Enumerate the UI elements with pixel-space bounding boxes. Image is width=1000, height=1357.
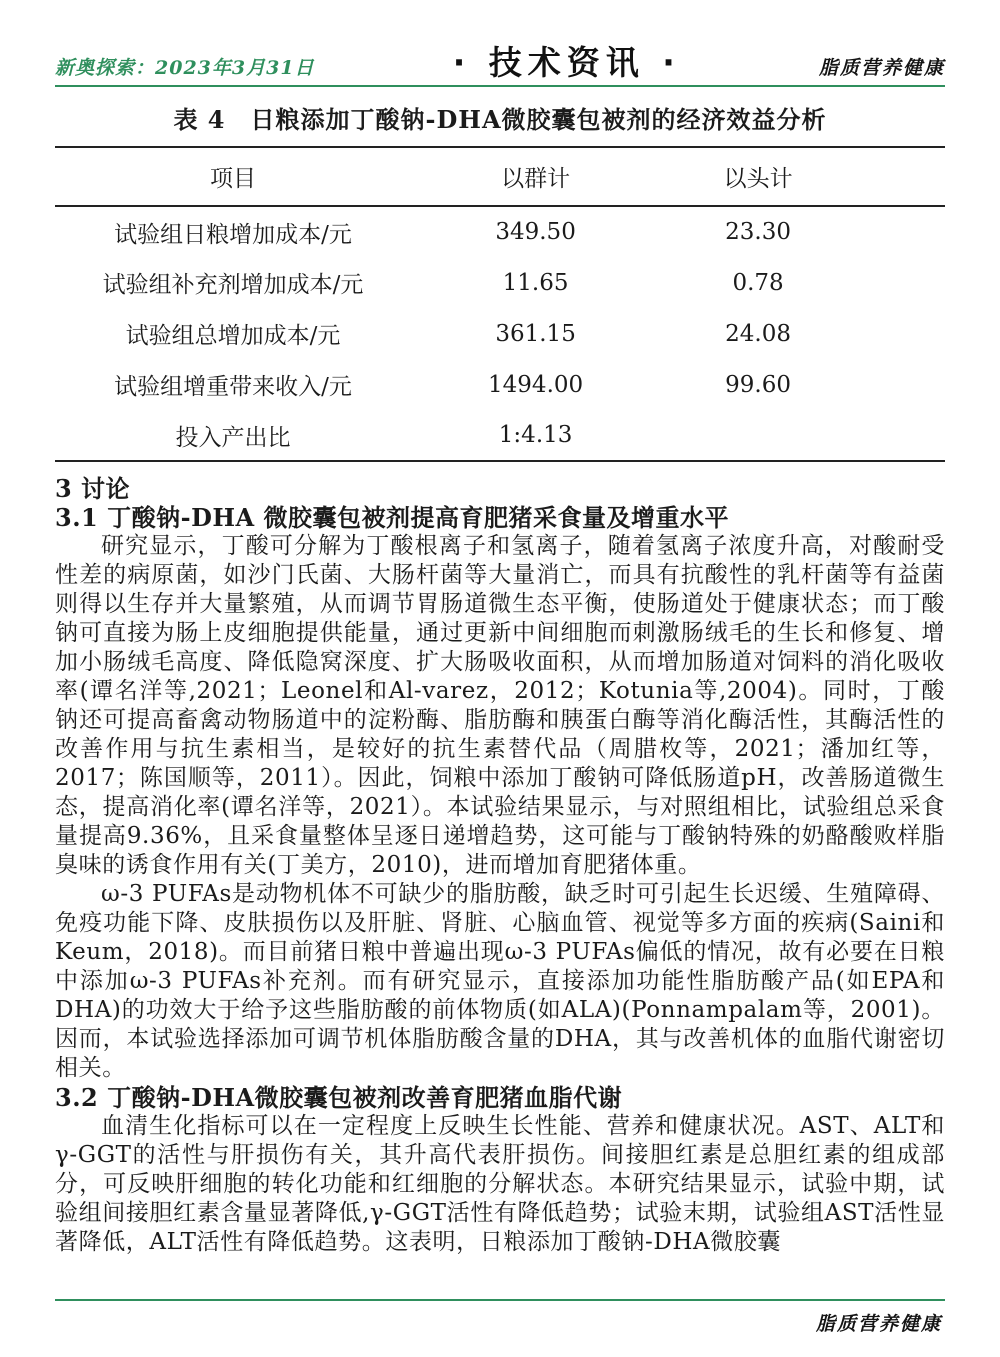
table-caption: 表 4 日粮添加丁酸钠-DHA微胶囊包被剂的经济效益分析 [173,105,827,134]
column-header-item: 项目 [210,166,256,192]
page-header [55,0,945,80]
row-head-value: 99.60 [725,371,792,398]
footer-rule [55,1299,945,1301]
row-head-value: 0.78 [732,269,784,296]
subsection-heading-3-1: 3.1 丁酸钠-DHA 微胶囊包被剂提高育肥猪采食量及增重水平 [55,503,730,532]
row-head-value [660,410,856,461]
header-rule [55,85,945,87]
section-heading-discussion: 3 讨论 [55,474,131,503]
row-group-value: 349.50 [495,219,576,245]
table-row [55,206,945,257]
footer-journal-name: 脂质营养健康 [815,1313,942,1335]
column-header-head: 以头计 [723,166,793,192]
paragraph-serum-biochemistry: 血清生化指标可以在一定程度上反映生长性能、营养和健康状况。AST、ALT和γ-GGT的活性与肝损伤有关，其升高代表肝损伤。间接胆红素是总胆红素的组成部分，可反映肝细胞的转化功能和红细胞的分解状态。本研究结果显示，试验中期，试验组间接胆红素含量显著降低,γ-GGT活性有降低趋势；试验末期，试验组AST活性显著降低，ALT活性有降低趋势。这表明，日粮添加丁酸钠-DHA微胶囊 [55,1113,945,1255]
row-group-value: 361.15 [495,320,576,347]
row-group-value: 11.65 [502,269,569,296]
paragraph-butyrate-mechanism: 研究显示，丁酸可分解为丁酸根离子和氢离子，随着氢离子浓度升高，对酸耐受性差的病原菌，如沙门氏菌、大肠杆菌等大量消亡，而具有抗酸性的乳杆菌等有益菌则得以生存并大量繁殖，从而调节胃肠道微生态平衡，使肠道处于健康状态；而丁酸钠可直接为肠上皮细胞提供能量，通过更新中间细胞而刺激肠绒毛的生长和修复、增加小肠绒毛高度、降低隐窝深度、扩大肠吸收面积，从而增加肠道对饲料的消化吸收率(谭名洋等,2021；Leonel和Al-varez，2012；Kotunia等,2004)。同时，丁酸钠还可提高畜禽动物肠道中的淀粉酶、脂肪酶和胰蛋白酶等消化酶活性，其酶活性的改善作用与抗生素相当，是较好的抗生素替代品（周腊枚等，2021；潘加红等，2017；陈国顺等，2011）。因此，饲粮中添加丁酸钠可降低肠道pH，改善肠道微生态，提高消化率(谭名洋等，2021）。本试验结果显示，与对照组相比，试验组总采食量提高9.36%，且采食量整体呈逐日递增趋势，这可能与丁酸钠特殊的奶酪酸败样脂臭味的诱食作用有关(丁美方，2010)，进而增加育肥猪体重。 [55,533,945,878]
row-item-label: 试验组补充剂增加成本/元 [102,272,364,298]
paragraph-omega3-pufas: ω-3 PUFAs是动物机体不可缺少的脂肪酸，缺乏时可引起生长迟缓、生殖障碍、免疫功能下降、皮肤损伤以及肝脏、肾脏、心脑血管、视觉等多方面的疾病(Saini和Keum，2018)。而目前猪日粮中普遍出现ω-3 PUFAs偏低的情况，故有必要在日粮中添加ω-3 PUFAs补充剂。而有研究显示，直接添加功能性脂肪酸产品(如EPA和DHA)的功效大于给予这些脂肪酸的前体物质(如ALA)(Ponnampalam等，2001)。因而，本试验选择添加可调节机体脂肪酸含量的DHA，其与改善机体的血脂代谢密切相关。 [55,881,945,1081]
table-row [55,257,945,308]
subsection-heading-3-2: 3.2 丁酸钠-DHA微胶囊包被剂改善育肥猪血脂代谢 [55,1083,623,1112]
table-row [55,410,945,461]
header-source-date: 新奥探索：2023年3月31日 [55,57,315,79]
table-header-row [55,147,945,206]
row-head-value: 23.30 [725,219,792,245]
header-journal-name: 脂质营养健康 [818,57,945,79]
row-group-value: 1494.00 [488,371,584,398]
row-item-label: 试验组增重带来收入/元 [114,374,352,400]
row-head-value: 24.08 [725,320,792,347]
table-row [55,308,945,359]
row-item-label: 投入产出比 [175,424,291,451]
row-item-label: 试验组日粮增加成本/元 [114,221,352,248]
row-item-label: 试验组总增加成本/元 [125,323,341,349]
row-group-value: 1:4.13 [498,422,573,448]
column-title: · 技术资讯 · [452,43,681,82]
column-header-spacer [856,147,945,206]
economic-benefit-table [55,146,945,462]
table-row [55,359,945,410]
column-header-group: 以群计 [501,166,571,192]
